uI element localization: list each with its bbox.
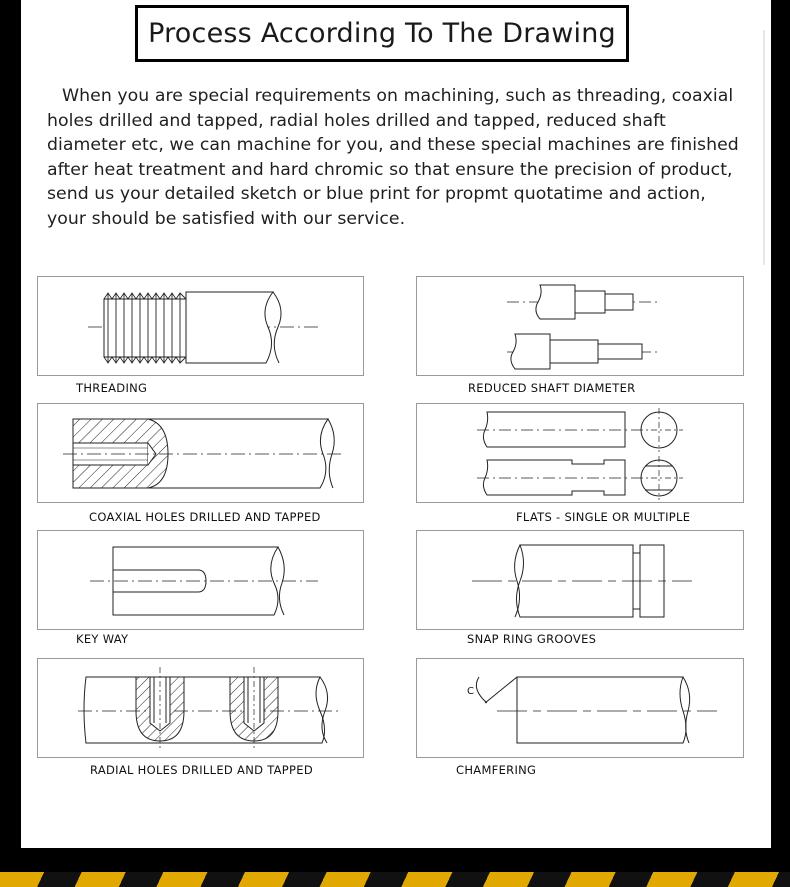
chamfering-diagram: [416, 658, 744, 758]
reduced-shaft-diagram: [416, 276, 744, 376]
threading-diagram: [37, 276, 364, 376]
page-title: Process According To The Drawing: [135, 5, 629, 62]
coaxial-holes-caption: COAXIAL HOLES DRILLED AND TAPPED: [89, 510, 321, 524]
key-way-diagram: [37, 530, 364, 630]
radial-holes-caption: RADIAL HOLES DRILLED AND TAPPED: [90, 763, 313, 777]
intro-paragraph: When you are special requirements on machining, such as threading, coaxial holes drilled and tapped, radial holes drilled and tapped, reduced shaft diameter etc, we can machine for you, and these special machines are finished after heat treatment and hard chromic so that ensure the precision of product, send us your detailed sketch or blue print for propmt quotatime and action, your should be satisfied with our service.: [47, 86, 739, 229]
snap-ring-diagram: [416, 530, 744, 630]
coaxial-holes-diagram: [37, 403, 364, 503]
chamfer-c-label: C: [467, 686, 475, 697]
flats-caption: FLATS - SINGLE OR MULTIPLE: [516, 510, 691, 524]
key-way-caption: KEY WAY: [76, 632, 129, 646]
chamfering-caption: CHAMFERING: [456, 763, 537, 777]
reduced-shaft-caption: REDUCED SHAFT DIAMETER: [468, 381, 636, 395]
hazard-stripe-footer: [0, 872, 790, 887]
radial-holes-diagram: [37, 658, 364, 758]
page-edge-shadow: [763, 30, 765, 265]
threading-caption: THREADING: [76, 381, 148, 395]
snap-ring-caption: SNAP RING GROOVES: [467, 632, 597, 646]
flats-diagram: [416, 403, 744, 503]
